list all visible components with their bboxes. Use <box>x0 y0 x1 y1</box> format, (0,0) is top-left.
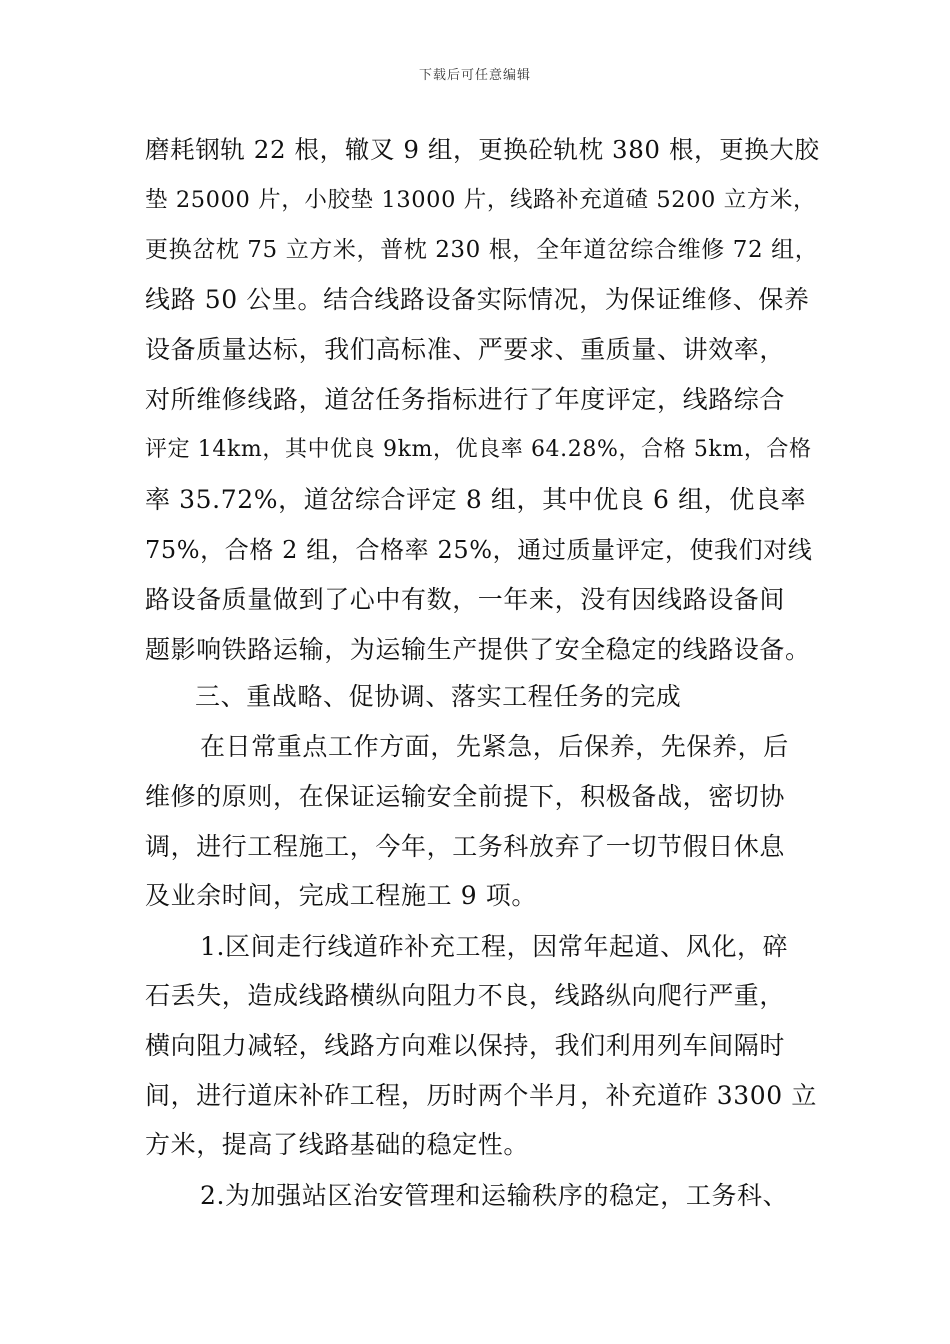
text-line: 间，进行道床补砟工程，历时两个半月，补充道砟 3300 立 <box>145 1081 817 1110</box>
list-item-first-line: 1.区间走行线道砟补充工程，因常年起道、风化，碎 <box>200 932 789 961</box>
text-line: 垫 25000 片，小胶垫 13000 片，线路补充道碴 5200 立方米， <box>145 187 817 213</box>
text-line: 线路 50 公里。结合线路设备实际情况，为保证维修、保养 <box>145 285 810 314</box>
text-line: 题影响铁路运输，为运输生产提供了安全稳定的线路设备。 <box>145 635 811 664</box>
text-line: 横向阻力减轻，线路方向难以保持，我们利用列车间隔时 <box>145 1031 786 1060</box>
text-line: 方米，提高了线路基础的稳定性。 <box>145 1130 530 1159</box>
text-line: 维修的原则，在保证运输安全前提下，积极备战，密切协 <box>145 782 786 811</box>
paragraph-first-line: 在日常重点工作方面，先紧急，后保养，先保养，后 <box>200 732 789 761</box>
list-item-first-line: 2.为加强站区治安管理和运输秩序的稳定，工务科、 <box>200 1181 789 1210</box>
text-line: 设备质量达标，我们高标准、严要求、重质量、讲效率， <box>145 335 786 364</box>
text-line: 评定 14km，其中优良 9km，优良率 64.28%，合格 5km，合格 <box>145 437 812 462</box>
page-header: 下载后可任意编辑 <box>418 68 531 83</box>
text-line: 磨耗钢轨 22 根，辙叉 9 组，更换砼轨枕 380 根，更换大胶 <box>145 135 820 164</box>
text-line: 及业余时间，完成工程施工 9 项。 <box>145 881 538 910</box>
text-line: 石丢失，造成线路横纵向阻力不良，线路纵向爬行严重， <box>145 981 786 1010</box>
text-line: 75%，合格 2 组，合格率 25%，通过质量评定，使我们对线 <box>145 536 813 564</box>
text-line: 调，进行工程施工，今年，工务科放弃了一切节假日休息 <box>145 832 786 861</box>
text-line: 更换岔枕 75 立方米，普枕 230 根，全年道岔综合维修 72 组， <box>145 237 819 263</box>
text-line: 路设备质量做到了心中有数，一年来，没有因线路设备间 <box>145 585 786 614</box>
text-line: 对所维修线路，道岔任务指标进行了年度评定，线路综合 <box>145 385 786 414</box>
section-heading: 三、重战略、促协调、落实工程任务的完成 <box>195 682 682 711</box>
text-line: 率 35.72%，道岔综合评定 8 组，其中优良 6 组，优良率 <box>145 485 807 514</box>
